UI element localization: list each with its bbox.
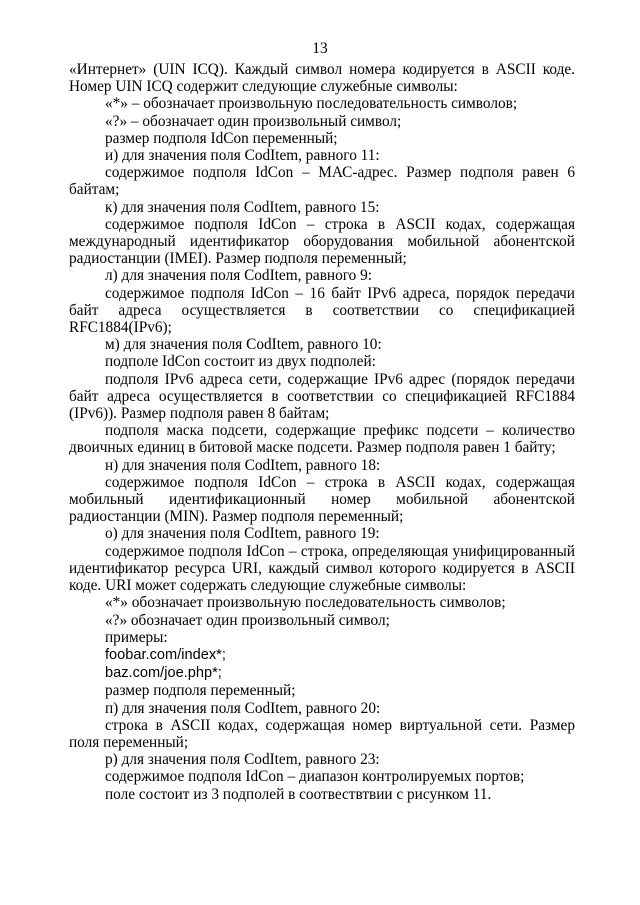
paragraph: содержимое подполя IdCon – строка, определяющая унифицированный идентификатор ресурса URI, каждый символ которого кодируется в ASCII коде. URI может содержать следующие служебные символы: (69, 542, 575, 595)
paragraph: размер подполя переменный; (105, 682, 296, 700)
paragraph: размер подполя IdCon переменный; (105, 129, 338, 147)
paragraph: «?» – обозначает один произвольный символ; (105, 112, 402, 130)
paragraph: «?» обозначает один произвольный символ; (105, 611, 390, 629)
paragraph: подполе IdCon состоит из двух подполей: (105, 353, 376, 371)
paragraph: содержимое подполя IdCon – МАС-адрес. Размер подполя равен 6 байтам; (69, 164, 575, 199)
paragraph: к) для значения поля CodItem, равного 15: (105, 198, 380, 216)
paragraph: примеры: (105, 628, 168, 646)
example-url-line (69, 646, 575, 664)
paragraph: «Интернет» (UIN ICQ). Каждый символ номера кодируется в ASCII коде. Номер UIN ICQ содержит следующие служебные символы: (69, 61, 575, 96)
paragraph: содержимое подполя IdCon – строка в ASCII кодах, содержащая международный идентификатор оборудования мобильной абонентской радиостанции (IMEI). Размер подполя переменный; (69, 215, 575, 268)
paragraph: «*» – обозначает произвольную последовательность символов; (105, 95, 518, 113)
paragraph: строка в ASCII кодах, содержащая номер виртуальной сети. Размер поля переменный; (69, 716, 575, 751)
page-number: 13 (312, 40, 328, 57)
paragraph: о) для значения поля CodItem, равного 19: (105, 525, 380, 543)
paragraph: н) для значения поля CodItem, равного 18: (105, 456, 381, 474)
example-url-line (69, 664, 575, 682)
paragraph: р) для значения поля CodItem, равного 23: (105, 751, 380, 769)
paragraph: м) для значения поля CodItem, равного 10: (105, 336, 382, 354)
paragraph: л) для значения поля CodItem, равного 9: (105, 267, 373, 285)
paragraph: содержимое подполя IdCon – строка в ASCII кодах, содержащая мобильный идентификационный номер мобильной абонентской радиостанции (MIN). Размер подполя переменный; (69, 473, 575, 526)
paragraph: содержимое подполя IdCon – 16 байт IPv6 адреса, порядок передачи байт адреса осуществляется в соответствии со спецификацией RFC1884(IPv6); (69, 284, 575, 337)
paragraph: и) для значения поля CodItem, равного 11: (105, 147, 380, 165)
paragraph: подполя маска подсети, содержащие префикс подсети – количество двоичных единиц в битовой маске подсети. Размер подполя равен 1 байту; (69, 422, 575, 457)
paragraph: «*» обозначает произвольную последовательность символов; (105, 594, 506, 612)
paragraph: содержимое подполя IdCon – диапазон контролируемых портов; (105, 768, 525, 786)
paragraph: поле состоит из 3 подполей в соотвествтвии с рисунком 11. (105, 785, 492, 803)
document-body (69, 61, 575, 803)
url-text: foobar.com/index*; (105, 646, 226, 663)
paragraph: п) для значения поля CodItem, равного 20: (105, 699, 381, 717)
url-text: baz.com/joe.php*; (105, 665, 222, 682)
paragraph: подполя IPv6 адреса сети, содержащие IPv6 адрес (порядок передачи байт адреса осуществляется в соответствии со спецификацией RFC1884 (IPv6)). Размер подполя равен 8 байтам; (69, 370, 575, 423)
